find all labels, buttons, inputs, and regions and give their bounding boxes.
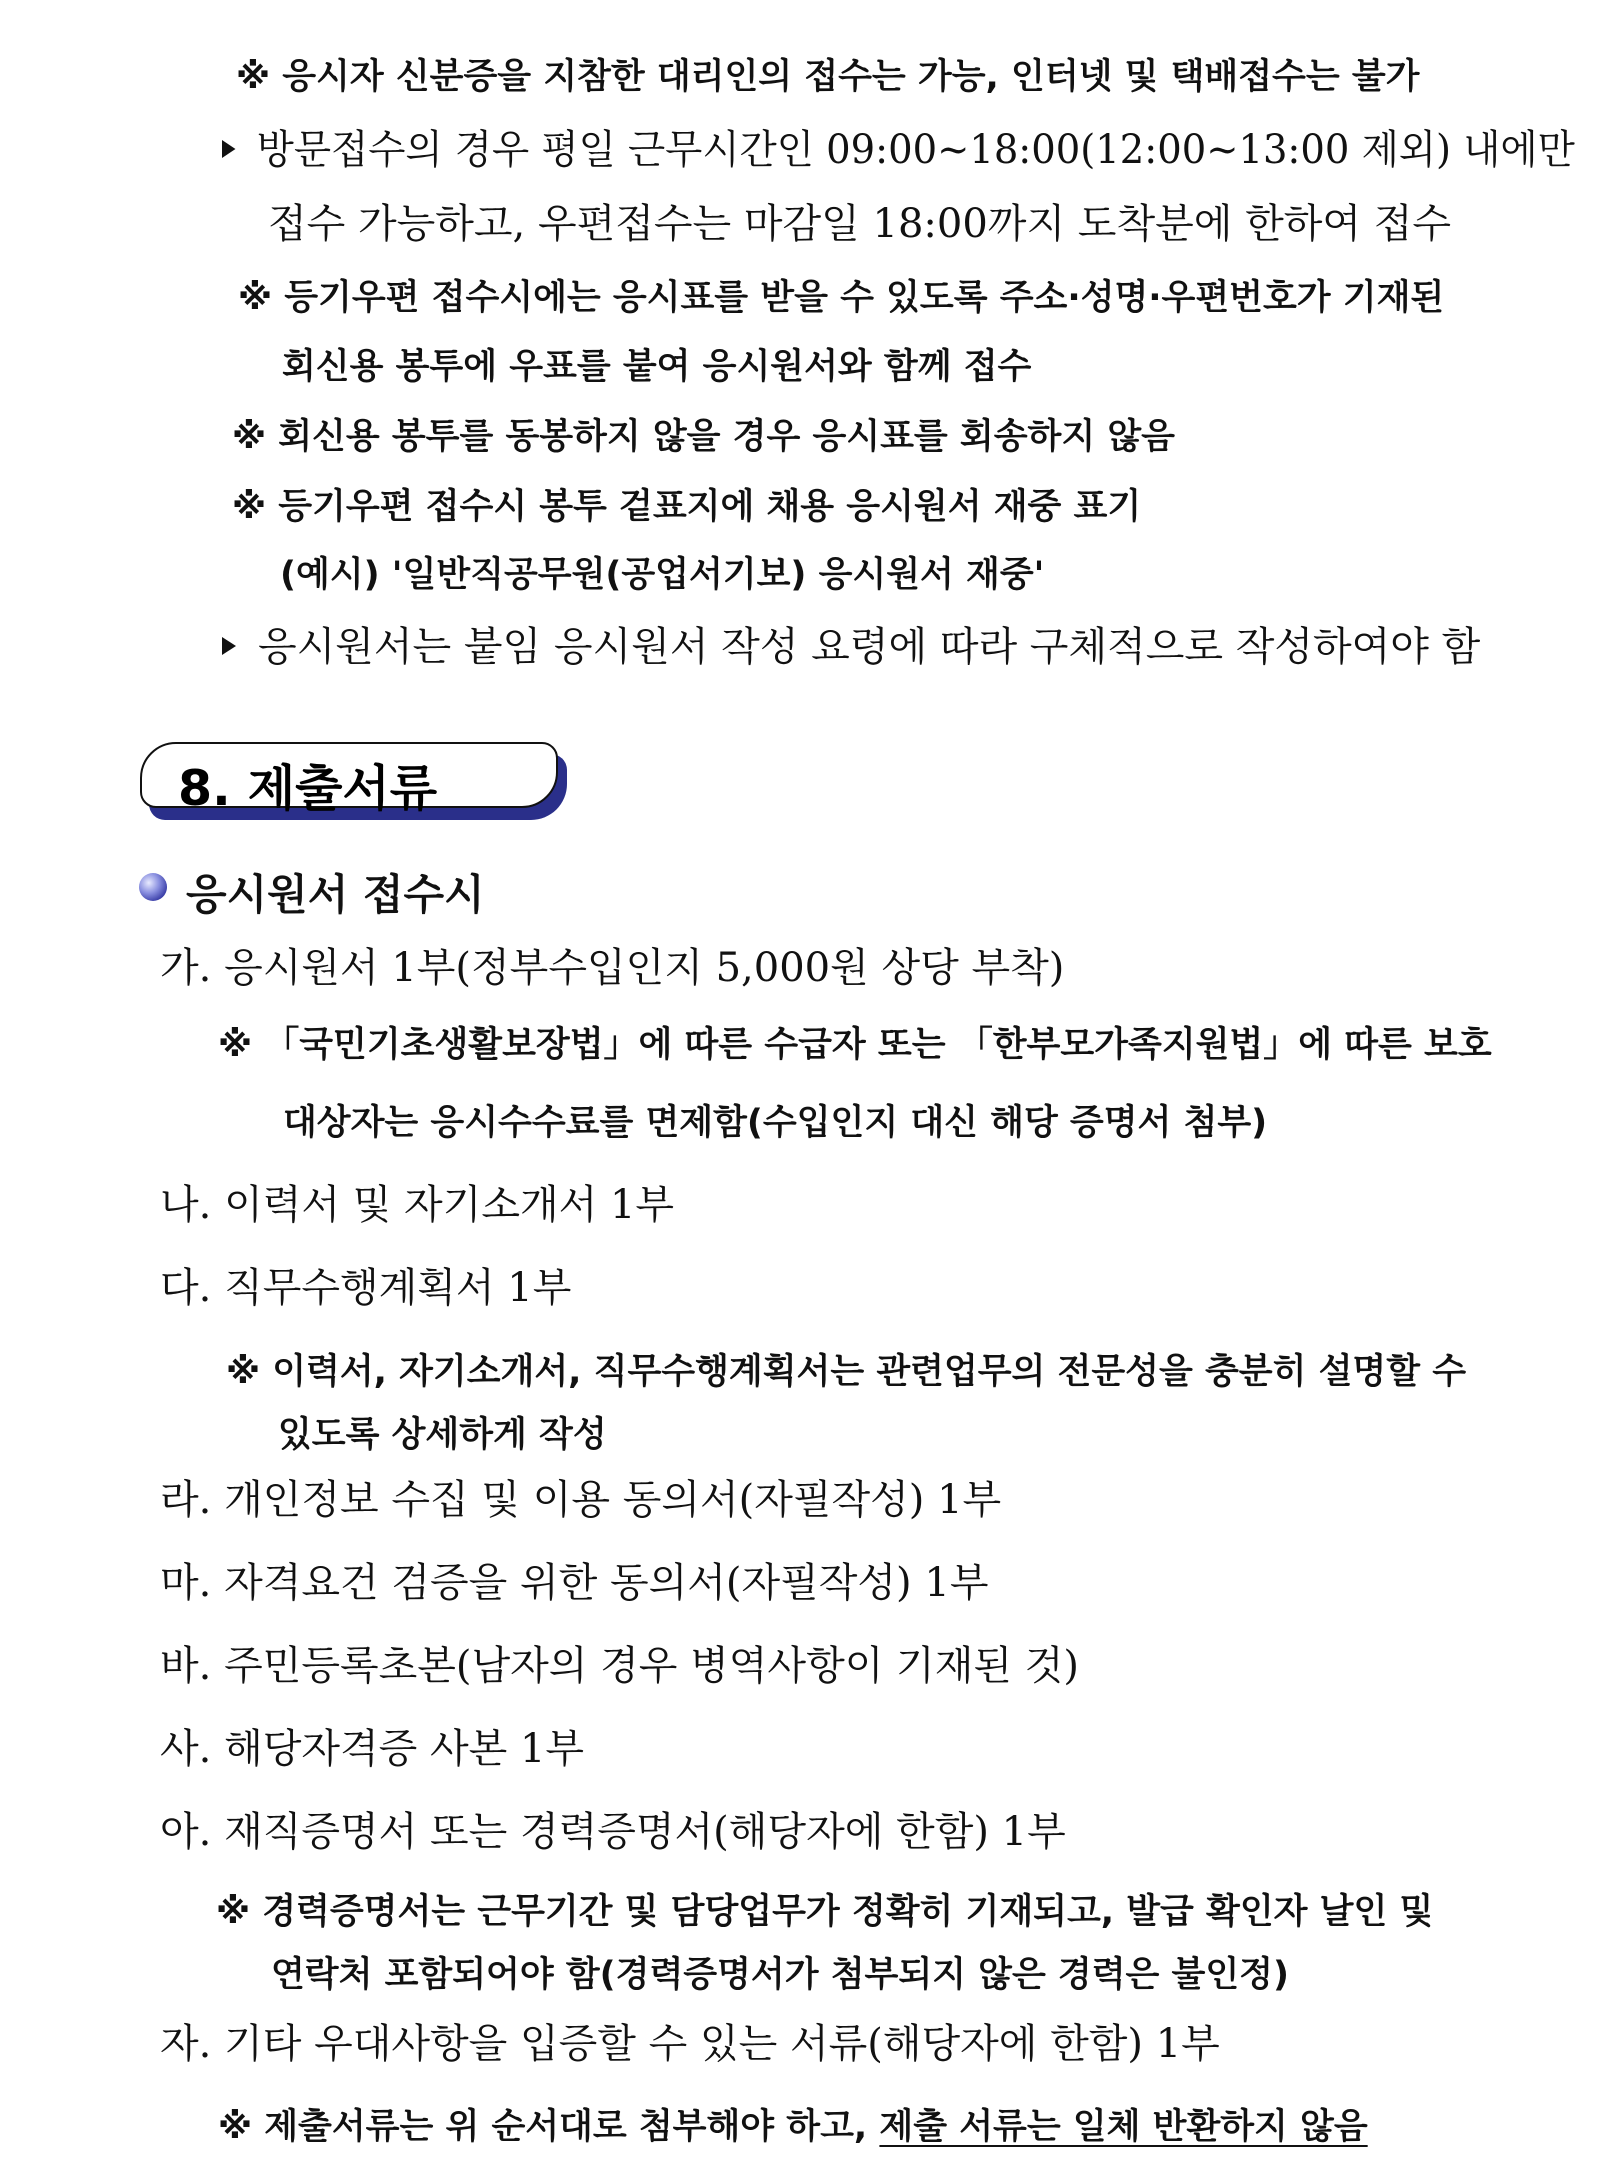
bullet-visit-submission-line2: 접수 가능하고, 우편접수는 마감일 18:00까지 도착분에 한하여 접수	[268, 201, 1451, 247]
item-ja-preference-documents: 자. 기타 우대사항을 입증할 수 있는 서류(해당자에 한함) 1부	[160, 2021, 1220, 2067]
note-registered-mail-line1: ※ 등기우편 접수시에는 응시표를 받을 수 있도록 주소·성명·우편번호가 기재된	[238, 278, 1445, 318]
item-ra-privacy-consent: 라. 개인정보 수집 및 이용 동의서(자필작성) 1부	[160, 1477, 1002, 1523]
triangle-bullet-icon	[222, 140, 235, 158]
note-proxy-submission: ※ 응시자 신분증을 지참한 대리인의 접수는 가능, 인터넷 및 택배접수는 불가	[236, 57, 1420, 97]
note-career-certificate-line1: ※ 경력증명서는 근무기간 및 담당업무가 정확히 기재되고, 발급 확인자 날인 및	[216, 1892, 1434, 1932]
bullet-visit-submission-line1: 방문접수의 경우 평일 근무시간인 09:00~18:00(12:00~13:00 제외) 내에만	[222, 130, 1516, 170]
item-a-employment-certificate: 아. 재직증명서 또는 경력증명서(해당자에 한함) 1부	[160, 1809, 1066, 1855]
bullet-application-form-guide: 응시원서는 붙임 응시원서 작성 요령에 따라 구체적으로 작성하여야 함	[222, 627, 1480, 667]
note-submission-order: ※ 제출서류는 위 순서대로 첨부해야 하고, 제출 서류는 일체 반환하지 않음	[218, 2107, 1368, 2147]
item-ga-application-form: 가. 응시원서 1부(정부수입인지 5,000원 상당 부착)	[160, 945, 1065, 991]
section-header-box	[140, 742, 570, 818]
section-title: 8. 제출서류	[178, 760, 438, 817]
item-sa-certificate-copy: 사. 해당자격증 사본 1부	[160, 1726, 585, 1772]
note-fee-exemption-line2: 대상자는 응시수수료를 면제함(수입인지 대신 해당 증명서 첨부)	[283, 1103, 1268, 1143]
note-return-envelope: ※ 회신용 봉투를 동봉하지 않을 경우 응시표를 회송하지 않음	[232, 417, 1175, 457]
subheading-application-submission: 응시원서 접수시	[186, 870, 485, 919]
note-career-certificate-line2: 연락처 포함되어야 함(경력증명서가 첨부되지 않은 경력은 불인정)	[271, 1955, 1289, 1995]
note-registered-mail-line2: 회신용 봉투에 우표를 붙여 응시원서와 함께 접수	[282, 347, 1032, 387]
triangle-bullet-icon	[222, 637, 236, 655]
note-detailed-writing-line2: 있도록 상세하게 작성	[278, 1415, 607, 1455]
item-ma-qualification-consent: 마. 자격요건 검증을 위한 동의서(자필작성) 1부	[160, 1560, 989, 1606]
ball-bullet-icon	[139, 873, 167, 901]
item-na-resume: 나. 이력서 및 자기소개서 1부	[160, 1182, 675, 1228]
item-da-job-plan: 다. 직무수행계획서 1부	[160, 1265, 572, 1311]
note-fee-exemption-line1: ※ 「국민기초생활보장법」에 따른 수급자 또는 「한부모가족지원법」에 따른 보호	[218, 1025, 1492, 1065]
note-detailed-writing-line1: ※ 이력서, 자기소개서, 직무수행계획서는 관련업무의 전문성을 충분히 설명할 수	[226, 1352, 1467, 1392]
note-envelope-label-line1: ※ 등기우편 접수시 봉투 겉표지에 채용 응시원서 재중 표기	[232, 487, 1142, 527]
note-no-return-underlined: 제출 서류는 일체 반환하지 않음	[879, 2107, 1368, 2147]
item-ba-resident-registration: 바. 주민등록초본(남자의 경우 병역사항이 기재된 것)	[160, 1643, 1079, 1689]
note-envelope-label-example: (예시) '일반직공무원(공업서기보) 응시원서 재중'	[280, 555, 1045, 595]
